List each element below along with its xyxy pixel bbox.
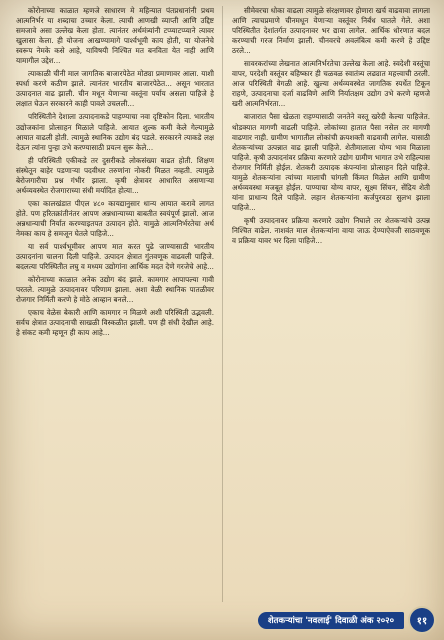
paragraph: कोरोनाच्या काळात अनेक उद्योग बंद झाले. कामगार आपापल्या गावी परतले. त्यामुळे उत्पादनावर परिणाम झाला. अशा वेळी स्थानिक पातळीवर रोजगार निर्मिती करणे हे मोठे आव्हान बनले...	[16, 275, 214, 305]
magazine-title-banner: शेतकऱ्यांचा 'नवलाई' दिवाळी अंक २०२०	[258, 612, 404, 629]
paragraph: बाजारात पैसा खेळता राहण्यासाठी जनतेने वस्तू खरेदी केल्या पाहिजेत. थोडक्यात मागणी वाढली पाहिजे. लोकांच्या हातात पैसा नसेल तर मागणी वाढणार नाही. ग्रामीण भागातील लोकांची क्रयशक्ती वाढवावी लागेल. यासाठी शेतकऱ्यांच्या उत्पन्नात वाढ झाली पाहिजे. शेतीमालाला योग्य भाव मिळाला पाहिजे. कृषी उत्पादनांवर प्रक्रिया करणारे उद्योग ग्रामीण भागात उभे राहिल्यास रोजगार निर्मिती होईल. शेतकरी उत्पादक कंपन्यांना प्रोत्साहन दिले पाहिजे. यामुळे शेतकऱ्यांना त्यांच्या मालाची चांगली किंमत मिळेल आणि ग्रामीण अर्थव्यवस्था मजबूत होईल. पाण्याचा योग्य वापर, सूक्ष्म सिंचन, सेंद्रिय शेती यांना प्राधान्य दिले पाहिजे. लहान शेतकऱ्यांना कर्जपुरवठा सुलभ झाला पाहिजे...	[232, 112, 430, 212]
paragraph: सावरकरांच्या लेखनात आत्मनिर्भरतेचा उल्लेख केला आहे. स्वदेशी वस्तूंचा वापर, परदेशी वस्तूंवर बहिष्कार ही चळवळ स्वातंत्र्य लढ्यात महत्त्वाची ठरली. आज परिस्थिती वेगळी आहे. खुल्या अर्थव्यवस्थेत जागतिक स्पर्धेत टिकून राहणे, उत्पादनाचा दर्जा वाढविणे आणि निर्यातक्षम उद्योग उभे करणे म्हणजे खरी आत्मनिर्भरता...	[232, 59, 430, 109]
paragraph: या सर्व पार्श्वभूमीवर आपण मात करत पुढे जाण्यासाठी भारतीय उत्पादनांना चालना दिली पाहिजे. उत्पादन क्षेत्रात गुंतवणूक वाढवली पाहिजे. बदलत्या परिस्थितीत लघु व मध्यम उद्योगांना आर्थिक मदत देणे गरजेचे आहे...	[16, 242, 214, 272]
paragraph: त्याकाळी चीनी माल जागतिक बाजारपेठेत मोठ्या प्रमाणावर आला. याशी स्पर्धा करणे कठीण झाले. त्यानंतर भारतीय बाजारपेठेत... असून भारतात उत्पादनात वाढ झाली. चीन मधून येणाऱ्या वस्तूंना पर्याय असला पाहिजे हे लक्षात घेऊन सरकारने काही पावले उचलली...	[16, 69, 214, 109]
paragraph: एकाच वेळेस बेकारी आणि कामगार न मिळणे अशी परिस्थिती उद्भवली. सर्वच क्षेत्रात उत्पादनाची साखळी विस्कळीत झाली. पण ही संधी देखील आहे. हे संकट कमी म्हणून ही काय आहे...	[16, 308, 214, 338]
page-footer	[258, 608, 434, 632]
paragraph: कृषी उत्पादनावर प्रक्रिया करणारे उद्योग निघाले तर शेतकऱ्यांचे उत्पन्न निश्चित वाढेल. नाशवंत माल शेतकऱ्यांना वाया जाऊ देण्याऐवजी साठवणूक व प्रक्रिया यावर भर दिला पाहिजे...	[232, 215, 430, 246]
left-text-column	[16, 6, 214, 606]
page-number-badge: ११	[410, 608, 434, 632]
paragraph: परिस्थितीने देशाला उत्पादनाकडे पाहण्याचा नवा दृष्टिकोन दिला. भारतीय उद्योजकांना प्रोत्साहन मिळाले पाहिजे. आयात शुल्क कमी केले गेल्यामुळे आयात वाढली होती. त्यामुळे स्थानिक उद्योग बंद पडले. सरकारने त्याकडे लक्ष देऊन त्यांना पुन्हा उभे करण्यासाठी प्रयत्न सुरू केले...	[16, 112, 214, 152]
right-text-column	[232, 6, 430, 606]
paragraph: कोरोनाच्या काळात म्हणजे साधारण मे महिन्यात पंतप्रधानांनी प्रथम आत्मनिर्भर या शब्दाचा उच्चार केला. त्याची आणखी व्याप्ती आणि उद्दिष्ट समजावे असा उल्लेख केला होता. त्यानंतर अर्थमंत्र्यांनी टप्प्याटप्प्याने त्यावर खुलासा केला. ही योजना आखण्यामागे पार्श्वभूमी काय होती, या योजनेचे स्वरूप नेमके कसे आहे, याविषयी निश्चित मत बनविता येत नाही आणि यामागील उद्देश...	[16, 6, 214, 66]
column-divider	[222, 6, 223, 602]
paragraph: सीमेवरचा धोका वाढला त्यामुळे संरक्षणावर होणारा खर्च वाढवावा लागला आणि त्याचप्रमाणे चीनमधून येणाऱ्या वस्तूंवर निर्बंध घातले गेले. अशा परिस्थितीत देशांतर्गत उत्पादनावर भर द्यावा लागेल. आर्थिक धोरणात बदल करण्याची गरज निर्माण झाली. चीनवरचे अवलंबित्व कमी करणे हे उद्दिष्ट ठरले...	[232, 6, 430, 56]
paragraph: ही परिस्थिती एकीकडे तर दुसरीकडे लोकसंख्या वाढत होती. शिक्षण संस्थेतून बाहेर पडणाऱ्या पदवीधर तरुणांना नोकरी मिळत नव्हती. त्यामुळे बेरोजगारीचा प्रश्न गंभीर झाला. कृषी क्षेत्रावर आधारित असणाऱ्या अर्थव्यवस्थेत रोजगाराच्या संधी मर्यादित होत्या...	[16, 155, 214, 195]
paragraph: एका कालखंडात पीएल ४८० कायद्यानुसार धान्य आयात करावे लागत होते. पण हरितक्रांतीनंतर आपण अन्नधान्याच्या बाबतीत स्वयंपूर्ण झालो. आज अन्नधान्याची निर्यात करण्याइतपत उत्पादन होते. यामुळे आत्मनिर्भरतेचा अर्थ नेमका काय हे समजून घेतले पाहिजे...	[16, 198, 214, 238]
